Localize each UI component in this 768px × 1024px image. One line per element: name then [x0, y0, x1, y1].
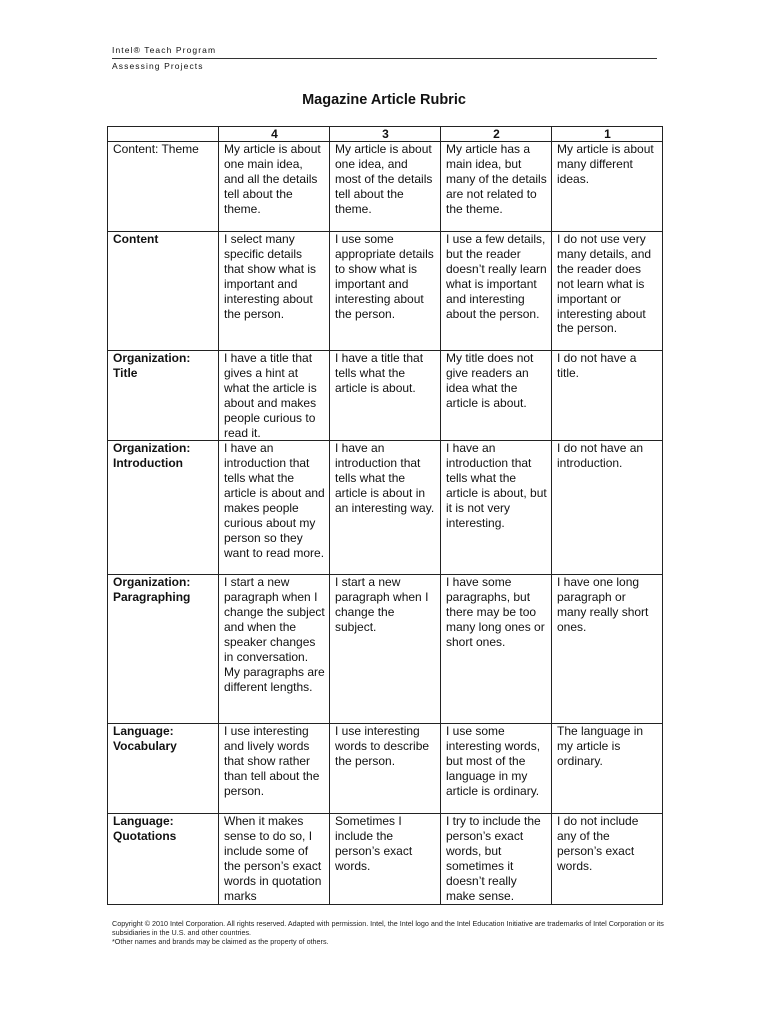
- rubric-table: [107, 126, 663, 905]
- criterion-label: Language: Vocabulary: [108, 724, 219, 814]
- rubric-cell: The language in my article is ordinary.: [552, 724, 663, 814]
- rubric-cell: I use interesting and lively words that show rather than tell about the person.: [219, 724, 330, 814]
- rubric-cell: I use some interesting words, but most of the language in my article is ordinary.: [441, 724, 552, 814]
- rubric-cell: I do not use very many details, and the reader does not learn what is important or interesting about the person.: [552, 232, 663, 351]
- rubric-cell: I start a new paragraph when I change the subject and when the speaker changes in conversation. My paragraphs are different lengths.: [219, 575, 330, 724]
- header-subtitle: Assessing Projects: [112, 61, 204, 71]
- header-score-4: 4: [219, 127, 330, 142]
- page-header: [112, 45, 657, 72]
- criterion-label: Organization: Paragraphing: [108, 575, 219, 724]
- criterion-label: Organization: Introduction: [108, 441, 219, 575]
- rubric-cell: When it makes sense to do so, I include some of the person’s exact words in quotation marks: [219, 814, 330, 904]
- rubric-cell: I have a title that tells what the article is about.: [330, 351, 441, 441]
- header-score-2: 2: [441, 127, 552, 142]
- trademark-note: *Other names and brands may be claimed as the property of others.: [112, 937, 329, 947]
- criterion-label: Content: [108, 232, 219, 351]
- table-row: [108, 724, 663, 814]
- rubric-header-row: [108, 127, 663, 142]
- rubric-cell: I do not have an introduction.: [552, 441, 663, 575]
- header-criterion-cell: [108, 127, 219, 142]
- table-row: [108, 232, 663, 351]
- copyright-text: Copyright © 2010 Intel Corporation. All rights reserved. Adapted with permission. Intel, the Intel logo and the Intel Education Initiative are trademarks of Intel Corporation or its subsidiaries in the U.S. and other countries.: [112, 919, 664, 938]
- rubric-cell: My article is about one idea, and most of the details tell about the theme.: [330, 142, 441, 232]
- rubric-cell: Sometimes I include the person’s exact words.: [330, 814, 441, 904]
- table-row: [108, 575, 663, 724]
- rubric-cell: I use interesting words to describe the person.: [330, 724, 441, 814]
- header-divider: [112, 58, 657, 59]
- rubric-cell: I select many specific details that show what is important and interesting about the person.: [219, 232, 330, 351]
- rubric-cell: I start a new paragraph when I change the subject.: [330, 575, 441, 724]
- criterion-label: Content: Theme: [108, 142, 219, 232]
- rubric-cell: I have an introduction that tells what the article is about, but it is not very interesting.: [441, 441, 552, 575]
- rubric-cell: I have some paragraphs, but there may be too many long ones or short ones.: [441, 575, 552, 724]
- program-name: Intel® Teach Program: [112, 45, 217, 55]
- rubric-cell: I do not include any of the person’s exact words.: [552, 814, 663, 904]
- table-row: [108, 441, 663, 575]
- rubric-cell: I have an introduction that tells what the article is about in an interesting way.: [330, 441, 441, 575]
- rubric-cell: My article is about one main idea, and all the details tell about the theme.: [219, 142, 330, 232]
- rubric-cell: My article is about many different ideas.: [552, 142, 663, 232]
- rubric-cell: I do not have a title.: [552, 351, 663, 441]
- copyright-footer: [112, 919, 672, 947]
- header-score-3: 3: [330, 127, 441, 142]
- rubric-cell: My title does not give readers an idea what the article is about.: [441, 351, 552, 441]
- rubric-cell: I have a title that gives a hint at what the article is about and makes people curious to read it.: [219, 351, 330, 441]
- document-title: Magazine Article Rubric: [302, 92, 466, 108]
- table-row: [108, 142, 663, 232]
- criterion-label: Organization: Title: [108, 351, 219, 441]
- table-row: [108, 351, 663, 441]
- criterion-label: Language: Quotations: [108, 814, 219, 904]
- header-score-1: 1: [552, 127, 663, 142]
- rubric-cell: My article has a main idea, but many of the details are not related to the theme.: [441, 142, 552, 232]
- rubric-cell: I try to include the person’s exact words, but sometimes it doesn’t really make sense.: [441, 814, 552, 904]
- rubric-cell: I use some appropriate details to show what is important and interesting about the person.: [330, 232, 441, 351]
- rubric-cell: I have one long paragraph or many really short ones.: [552, 575, 663, 724]
- rubric-cell: I have an introduction that tells what the article is about and makes people curious about my person so they want to read more.: [219, 441, 330, 575]
- rubric-cell: I use a few details, but the reader doesn’t really learn what is important and interesting about the person.: [441, 232, 552, 351]
- table-row: [108, 814, 663, 904]
